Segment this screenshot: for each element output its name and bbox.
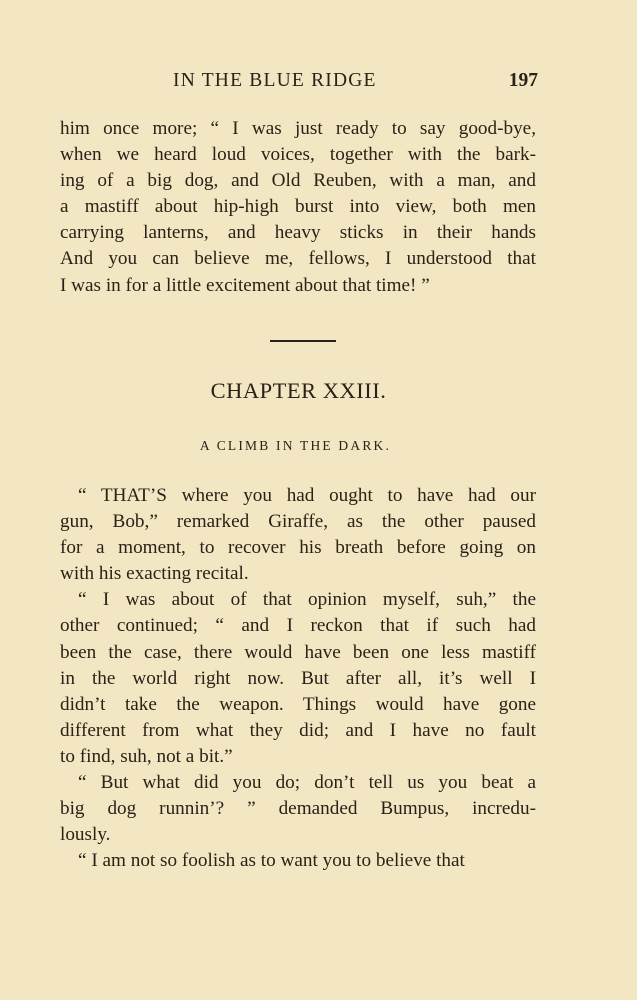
previous-chapter-ending [60,116,536,299]
section-divider [270,340,336,342]
text-line: him once more; “ I was just ready to say good-bye, [60,118,536,139]
text-line: “ I was about of that opinion myself, suh,” the [78,589,536,611]
text-line: gun, Bob,” remarked Giraffe, as the other paused [60,511,536,533]
page-number: 197 [508,70,538,91]
text-line: “ But what did you do; don’t tell us you beat a [78,772,536,794]
text-line: ing of a big dog, and Old Reuben, with a man, and [60,170,536,192]
text-line: other continued; “ and I reckon that if such had [60,615,536,637]
running-title: IN THE BLUE RIDGE [173,70,377,91]
text-line: in the world right now. But after all, it’s well I [60,667,536,689]
text-line: didn’t take the weapon. Things would have gone [60,693,536,715]
text-line: to find, suh, not a bit.” [60,745,233,767]
text-line: with his exacting recital. [60,563,249,585]
text-line: carrying lanterns, and heavy sticks in their hands [60,222,536,244]
text-line: “ THAT’S where you had ought to have had our [78,485,536,506]
text-line: been the case, there would have been one less mastiff [60,641,536,663]
text-line: “ I am not so foolish as to want you to believe that [78,850,465,872]
text-line: I was in for a little excitement about that time! ” [60,274,430,296]
chapter-title: CHAPTER XXIII. [210,378,387,403]
text-line: big dog runnin’? ” demanded Bumpus, incredu- [60,798,536,820]
chapter-subtitle: A CLIMB IN THE DARK. [199,438,392,453]
text-line: when we heard loud voices, together with the bark- [60,144,536,166]
text-line: lously. [60,824,111,846]
text-line: different from what they did; and I have no fault [60,719,536,741]
text-line: And you can believe me, fellows, I understood that [60,248,536,270]
chapter-body [60,483,536,874]
text-line: a mastiff about hip-high burst into view, both men [60,196,536,218]
text-line: for a moment, to recover his breath before going on [60,537,536,559]
